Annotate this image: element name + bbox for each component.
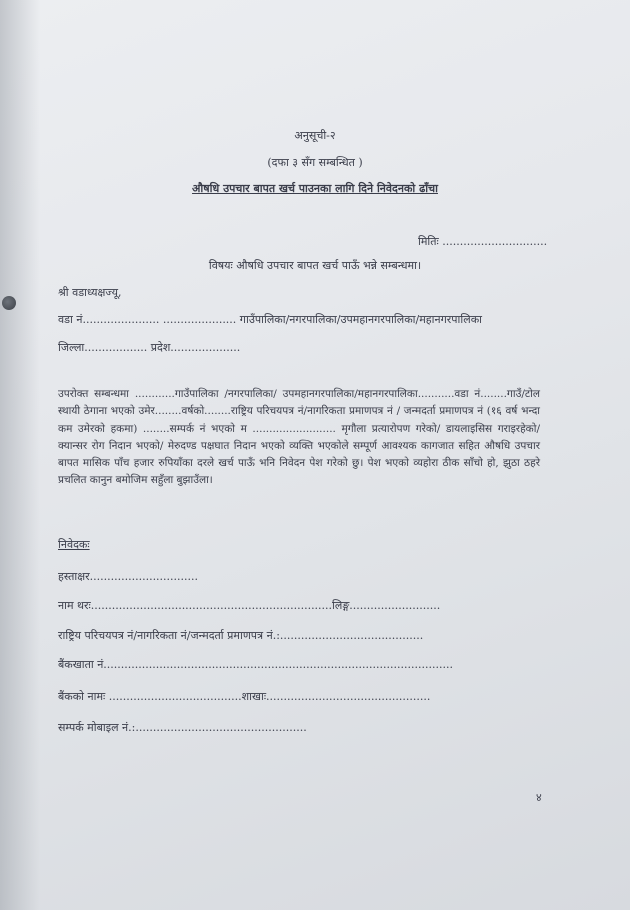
mobile-line: सम्पर्क मोबाइल नं.:................................................. bbox=[58, 721, 307, 734]
name-sex-line: नाम थरः.....................................................................लिङ्ग.......................... bbox=[58, 599, 441, 612]
id-number-line: राष्ट्रिय परिचयपत्र नं/नागरिकता नं/जन्मदर्ता प्रमाणपत्र नं.:......................................... bbox=[58, 629, 424, 642]
date-line: मितिः .............................. bbox=[418, 235, 548, 248]
page-number: ४ bbox=[536, 791, 542, 804]
salutation: श्री वडाध्यक्षज्यू, bbox=[58, 286, 122, 299]
subject-line: विषयः औषधि उपचार बापत खर्च पाऊँ भन्ने सम्बन्धमा। bbox=[208, 259, 422, 272]
signature-line: हस्ताक्षर............................... bbox=[58, 570, 199, 583]
bank-branch-line: बैंकको नामः ......................................शाखाः............................................... bbox=[58, 690, 431, 703]
ward-line: वडा नं...................... ..................... गाउँपालिका/नगरपालिका/उपमहानगरपालिका/महानगरपालिका bbox=[58, 313, 482, 326]
district-line: जिल्ला.................. प्रदेश.................... bbox=[58, 341, 241, 354]
bank-account-line: बैंकखाता नं.................................................................................................... bbox=[58, 658, 453, 671]
form-title: औषधि उपचार बापत खर्च पाउनका लागि दिने निवेदनको ढाँचा bbox=[192, 182, 438, 195]
schedule-label: अनुसूची-२ bbox=[294, 129, 336, 142]
section-reference: (दफा ३ सँग सम्बन्धित ) bbox=[267, 156, 363, 169]
body-paragraph: उपरोक्त सम्बन्धमा ............गाउँपालिका /नगरपालिका/ उपमहानगरपालिका/महानगरपालिका...........वडा नं........गाउँ/टोल स्थायी ठेगाना भएको उमेर........वर्षको........राष्ट्रिय परिचयपत्र नं/नागरिकता प्रमाणपत्र नं / जन्मदर्ता प्रमाणपत्र नं (१६ वर्ष भन्दा कम उमेरको हकमा) ........सम्पर्क नं भएको म ......................... मृगौला प्रत्यारोपण गरेको/ डायलाइसिस गराइरहेको/क्यान्सर रोग निदान भएको/ मेरुदण्ड पक्षघात निदान भएको व्यक्ति भएकोले सम्पूर्ण आवश्यक कागजात सहित औषधि उपचार बापत मासिक पाँच हजार रुपियाँका दरले खर्च पाऊँ भनि निवेदन पेश गरेको छु। पेश भएको व्यहोरा ठीक साँचो हो, झुठा ठहरे प्रचलित कानुन बमोजिम सहुँला बुझाउँला। bbox=[58, 388, 540, 487]
applicant-label: निवेदकः bbox=[58, 538, 90, 551]
punch-hole bbox=[2, 296, 16, 310]
